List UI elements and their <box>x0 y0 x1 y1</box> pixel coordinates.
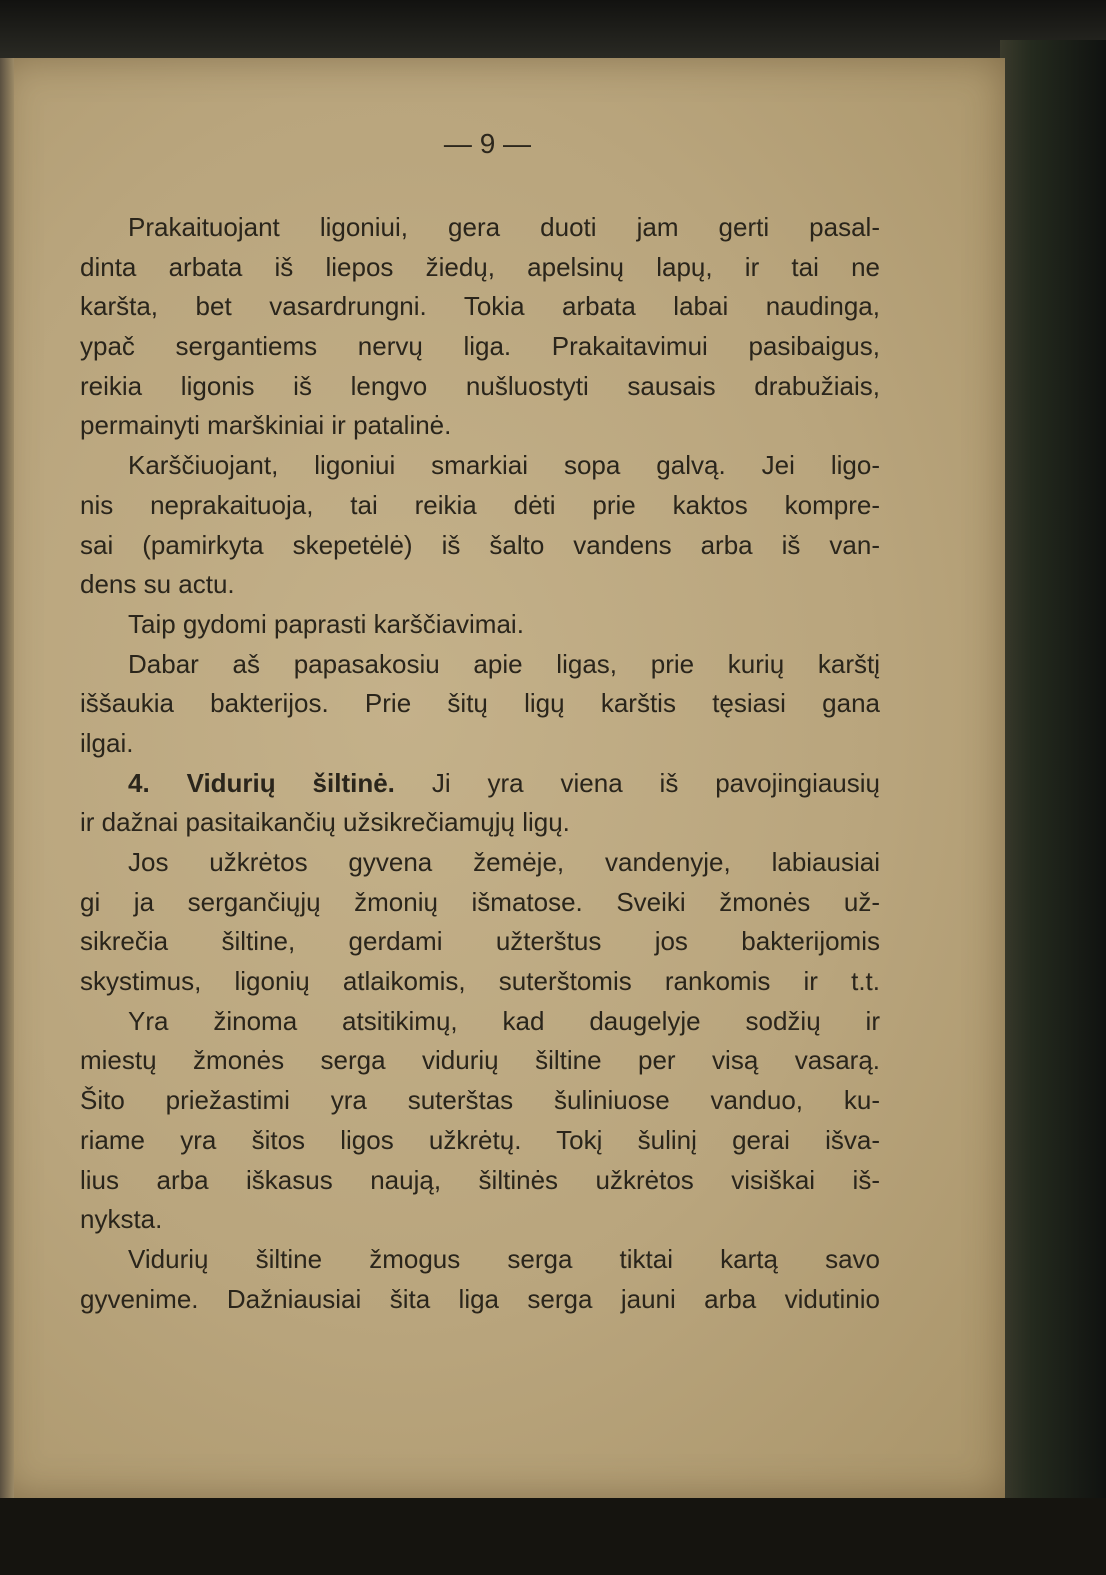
text-line <box>80 724 880 764</box>
line-text: gyvenime. Dažniausiai šita liga serga jauni arba vidutinio <box>80 1283 880 1314</box>
line-text: Jos užkrėtos gyvena žemėje, vandenyje, labiausiai <box>128 847 880 877</box>
text-line <box>80 684 880 724</box>
line-text: riame yra šitos ligos užkrėtų. Tokį šulinį gerai išva- <box>80 1124 880 1155</box>
text-line <box>80 645 880 685</box>
text-line <box>80 367 880 407</box>
line-text: Karščiuojant, ligoniui smarkiai sopa galvą. Jei ligo- <box>128 450 880 481</box>
text-line <box>80 486 880 526</box>
line-text: Prakaituojant ligoniui, gera duoti jam gerti pasal- <box>128 212 880 242</box>
text-line <box>80 406 880 446</box>
line-text: dens su actu. <box>80 569 235 600</box>
line-text: nis neprakaituoja, tai reikia dėti prie kaktos kompre- <box>80 489 880 520</box>
line-text: Vidurių šiltine žmogus serga tiktai kartą savo <box>128 1243 880 1274</box>
text-line <box>80 1280 880 1320</box>
text-line <box>80 883 880 923</box>
line-text: Dabar aš papasakosiu apie ligas, prie kurių karštį <box>128 648 880 679</box>
line-text: miestų žmonės serga vidurių šiltine per visą vasarą. <box>80 1045 880 1076</box>
text-line <box>80 764 880 804</box>
line-text: sikrečia šiltine, gerdami užterštus jos bakterijomis <box>80 926 880 957</box>
line-text: ir dažnai pasitaikančių užsikrečiamųjų ligų. <box>80 807 570 838</box>
text-line <box>80 248 880 288</box>
text-line <box>80 327 880 367</box>
text-line <box>80 287 880 327</box>
page-number: — 9 — <box>443 128 532 159</box>
text-line <box>80 446 880 486</box>
page-left-edge <box>0 58 14 1498</box>
page-body-text <box>80 208 880 1319</box>
line-text: lius arba iškasus naują, šiltinės užkrėtos visiškai iš- <box>80 1164 880 1195</box>
line-text: nyksta. <box>80 1204 163 1235</box>
line-text: Yra žinoma atsitikimų, kad daugelyje sodžių ir <box>128 1005 880 1036</box>
text-line <box>80 1161 880 1201</box>
text-line <box>80 565 880 605</box>
text-line <box>80 1002 880 1042</box>
text-line <box>80 1240 880 1280</box>
scan-bottom-border <box>0 1498 1106 1575</box>
line-text: Taip gydomi paprasti karščiavimai. <box>128 608 524 639</box>
text-line <box>80 922 880 962</box>
text-line <box>80 605 880 645</box>
text-line <box>80 803 880 843</box>
line-text: permainyti marškiniai ir patalinė. <box>80 410 452 441</box>
line-text: karšta, bet vasardrungni. Tokia arbata labai naudinga, <box>80 291 880 322</box>
text-line <box>80 843 880 883</box>
book-spine <box>1000 40 1106 1575</box>
text-line <box>80 1200 880 1240</box>
text-line <box>80 208 880 248</box>
line-text: skystimus, ligonių atlaikomis, suterštomis rankomis ir t.t. <box>80 966 880 997</box>
scan-top-border <box>0 0 1106 60</box>
line-text: ypač sergantiems nervų liga. Prakaitavimui pasibaigus, <box>80 331 880 362</box>
line-text: ilgai. <box>80 727 134 758</box>
line-text: dinta arbata iš liepos žiedų, apelsinų lapų, ir tai ne <box>80 251 880 282</box>
text-line <box>80 1081 880 1121</box>
line-text: Ji yra viena iš pavojingiausių <box>394 767 880 798</box>
text-line <box>80 526 880 566</box>
section-heading: 4. Vidurių šiltinė. <box>128 767 395 798</box>
text-line <box>80 962 880 1002</box>
text-line <box>80 1121 880 1161</box>
line-text: sai (pamirkyta skepetėlė) iš šalto vandens arba iš van- <box>80 529 880 560</box>
line-text: iššaukia bakterijos. Prie šitų ligų karštis tęsiasi gana <box>80 688 880 719</box>
line-text: reikia ligonis iš lengvo nušluostyti sausais drabužiais, <box>80 370 880 401</box>
line-text: Šito priežastimi yra suterštas šuliniuose vanduo, ku- <box>80 1085 880 1116</box>
line-text: gi ja sergančiųjų žmonių išmatose. Sveiki žmonės už- <box>80 886 880 917</box>
text-line <box>80 1041 880 1081</box>
